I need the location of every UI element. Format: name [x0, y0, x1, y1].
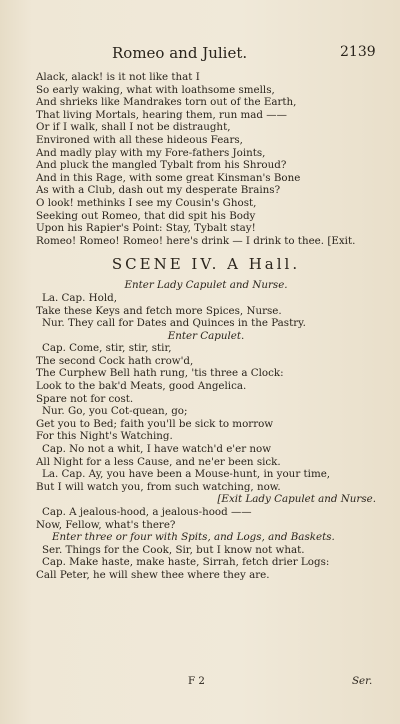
- page-body: [36, 71, 376, 582]
- text-line: O look! methinks I see my Cousin's Ghost,: [36, 196, 257, 209]
- speech-line: Nur. They call for Dates and Quinces in the Pastry.: [42, 317, 306, 330]
- speech-line: Cap. Come, stir, stir, stir,: [42, 342, 172, 355]
- text-line: And shrieks like Mandrakes torn out of the Earth,: [36, 96, 297, 109]
- page-number: 2139: [340, 44, 376, 60]
- stage-direction: [Exit Lady Capulet and Nurse.: [217, 493, 376, 506]
- text-line: The second Cock hath crow'd,: [36, 354, 194, 367]
- stage-direction: Enter Capulet.: [167, 329, 245, 342]
- text-line: Environed with all these hideous Fears,: [36, 133, 243, 146]
- running-header: [0, 44, 400, 64]
- text-line: Seeking out Romeo, that did spit his Body: [36, 209, 256, 222]
- text-line: And pluck the mangled Tybalt from his Shroud?: [36, 159, 287, 172]
- stage-direction: Enter three or four with Spits, and Logs, and Baskets.: [52, 531, 335, 544]
- speech-line: Nur. Go, you Cot-quean, go;: [42, 405, 188, 418]
- text-line: Get you to Bed; faith you'll be sick to morrow: [36, 417, 274, 430]
- text-line: Romeo! Romeo! Romeo! here's drink — I drink to thee. [Exit.: [36, 234, 356, 247]
- speech-line: La. Cap. Hold,: [42, 291, 118, 304]
- text-line: Call Peter, he will shew thee where they are.: [36, 568, 270, 581]
- text-line: Now, Fellow, what's there?: [36, 518, 176, 531]
- text-line: And in this Rage, with some great Kinsman's Bone: [36, 171, 301, 184]
- text-line: And madly play with my Fore-fathers Joints,: [36, 146, 266, 159]
- speech-line: La. Cap. Ay, you have been a Mouse-hunt, in your time,: [42, 468, 331, 481]
- text-line: Spare not for cost.: [36, 392, 134, 405]
- text-line: Or if I walk, shall I not be distraught,: [36, 121, 231, 134]
- text-line: The Curphew Bell hath rung, 'tis three a Clock:: [36, 367, 284, 380]
- text-line: Take these Keys and fetch more Spices, Nurse.: [36, 304, 282, 317]
- text-line: As with a Club, dash out my desperate Brains?: [36, 184, 281, 197]
- scene-heading: SCENE IV. A Hall.: [111, 255, 301, 274]
- speech-line: Cap. Make haste, make haste, Sirrah, fetch drier Logs:: [42, 556, 330, 569]
- page-footer: [0, 675, 400, 691]
- speech-line: Ser. Things for the Cook, Sir, but I know not what.: [42, 543, 305, 556]
- text-line: Alack, alack! is it not like that I: [36, 71, 200, 83]
- text-line: But I will watch you, from such watching, now.: [36, 480, 281, 493]
- stage-direction: Enter Lady Capulet and Nurse.: [124, 279, 288, 292]
- text-line: That living Mortals, hearing them, run mad ——: [36, 108, 287, 121]
- text-line: Upon his Rapier's Point: Stay, Tybalt stay!: [36, 222, 256, 235]
- catchword: Ser.: [352, 675, 373, 687]
- text-line: All Night for a less Cause, and ne'er been sick.: [36, 455, 281, 468]
- text-line: Look to the bak'd Meats, good Angelica.: [36, 380, 247, 393]
- speech-line: Cap. No not a whit, I have watch'd e'er now: [42, 443, 272, 456]
- text-line: So early waking, what with loathsome smells,: [36, 83, 275, 96]
- speech-line: Cap. A jealous-hood, a jealous-hood ——: [42, 506, 252, 518]
- signature-mark: F 2: [188, 675, 205, 687]
- running-title: Romeo and Juliet.: [112, 44, 248, 62]
- text-line: For this Night's Watching.: [36, 430, 173, 443]
